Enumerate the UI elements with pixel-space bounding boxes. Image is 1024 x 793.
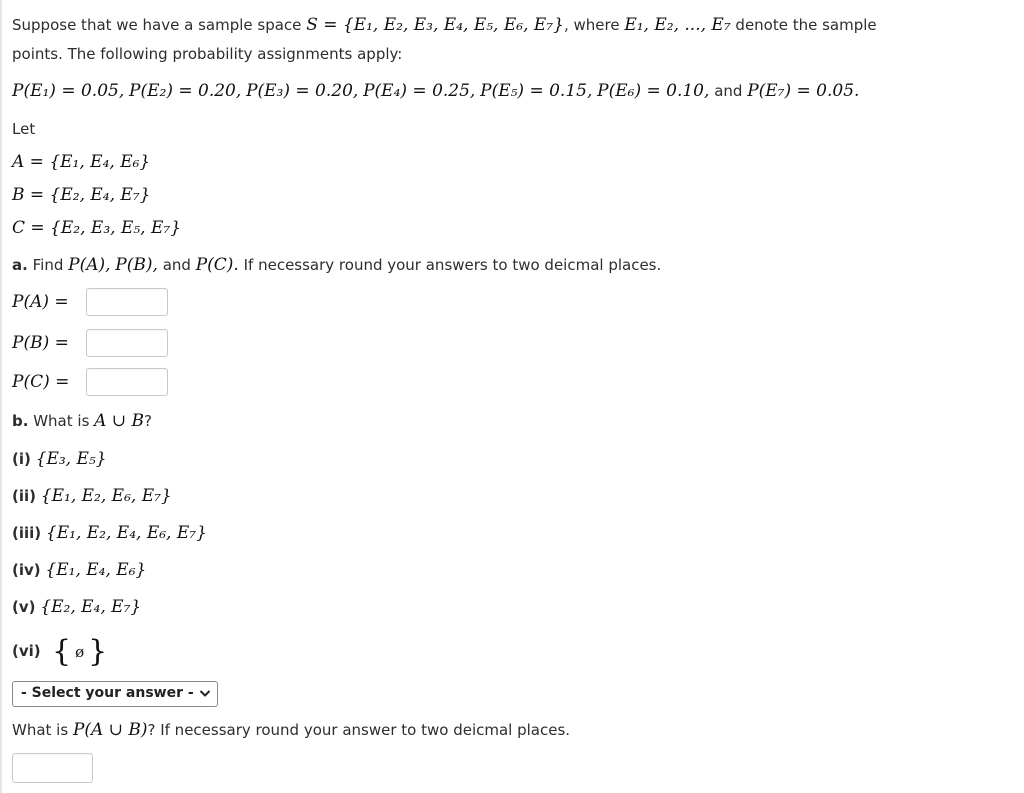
intro-prefix: Suppose that we have a sample space xyxy=(12,16,302,34)
pa-input[interactable] xyxy=(86,288,168,316)
probability-assignments xyxy=(12,81,859,101)
option-v-set: {E₂, E₄, E₇} xyxy=(40,597,142,617)
prob-e5: P(E₅) = 0.15, xyxy=(480,81,593,101)
union-prob-input[interactable] xyxy=(12,753,93,783)
prob-e6: P(E₆) = 0.10, xyxy=(597,81,710,101)
set-c: C = {E₂, E₃, E₅, E₇} xyxy=(12,218,182,238)
union-prob-math: P(A ∪ B) xyxy=(72,720,148,740)
part-a-pc: P(C). xyxy=(195,255,239,275)
chevron-down-icon xyxy=(199,689,211,698)
union-prob-what-is: What is xyxy=(12,721,69,739)
answer-select[interactable] xyxy=(12,681,218,707)
set-a: A = {E₁, E₄, E₆} xyxy=(12,152,151,172)
option-ii-label: (ii) xyxy=(12,487,36,505)
prob-e2: P(E₂) = 0.20, xyxy=(129,81,242,101)
part-a-pb: P(B), xyxy=(115,255,158,275)
prob-e7: P(E₇) = 0.05. xyxy=(747,81,860,101)
option-vi-set xyxy=(52,634,107,670)
option-iii-set: {E₁, E₂, E₄, E₆, E₇} xyxy=(45,523,207,543)
intro-line-2: points. The following probability assignments apply: xyxy=(12,45,403,63)
intro-line-1 xyxy=(12,15,877,35)
select-value: - Select your answer - xyxy=(21,685,194,701)
intro-where: , where xyxy=(563,16,620,34)
sample-points-range: E₁, E₂, ..., E₇ xyxy=(624,15,731,35)
part-a-and: and xyxy=(162,256,191,274)
part-a-question xyxy=(12,255,661,275)
option-iv-label: (iv) xyxy=(12,561,41,579)
right-brace: } xyxy=(88,634,108,669)
option-iv xyxy=(12,560,146,580)
part-a-instructions: If necessary round your answers to two deicmal places. xyxy=(243,256,662,274)
option-iii xyxy=(12,523,207,543)
part-a-find: Find xyxy=(32,256,64,274)
part-b-union: A ∪ B xyxy=(94,411,144,431)
part-a-label: a. xyxy=(12,256,28,274)
pc-label: P(C) = xyxy=(12,372,70,392)
option-v xyxy=(12,597,141,617)
pc-input[interactable] xyxy=(86,368,168,396)
left-border xyxy=(0,0,2,793)
part-b-label: b. xyxy=(12,412,29,430)
pb-input[interactable] xyxy=(86,329,168,357)
pa-label: P(A) = xyxy=(12,292,69,312)
sample-space-set: S = {E₁, E₂, E₃, E₄, E₅, E₆, E₇} xyxy=(306,15,564,35)
option-i-label: (i) xyxy=(12,450,31,468)
option-ii xyxy=(12,486,172,506)
set-b: B = {E₂, E₄, E₇} xyxy=(12,185,151,205)
option-vi xyxy=(12,642,41,660)
prob-e3: P(E₃) = 0.20, xyxy=(246,81,359,101)
option-iii-label: (iii) xyxy=(12,524,42,542)
option-i-set: {E₃, E₅} xyxy=(35,449,107,469)
left-brace: { xyxy=(52,634,72,669)
let-label: Let xyxy=(12,120,36,138)
union-prob-question xyxy=(12,720,570,740)
part-b-qmark: ? xyxy=(144,412,152,430)
part-a-pa: P(A), xyxy=(68,255,111,275)
option-v-label: (v) xyxy=(12,598,36,616)
option-i xyxy=(12,449,107,469)
pb-label: P(B) = xyxy=(12,333,69,353)
option-vi-label: (vi) xyxy=(12,642,41,660)
empty-set-symbol: ø xyxy=(75,643,85,661)
prob-and: and xyxy=(714,82,743,100)
option-ii-set: {E₁, E₂, E₆, E₇} xyxy=(40,486,172,506)
part-b-question xyxy=(12,411,152,431)
prob-e1: P(E₁) = 0.05, xyxy=(12,81,125,101)
prob-e4: P(E₄) = 0.25, xyxy=(363,81,476,101)
intro-suffix: denote the sample xyxy=(735,16,877,34)
part-b-what-is: What is xyxy=(33,412,90,430)
union-prob-instructions: ? If necessary round your answer to two deicmal places. xyxy=(147,721,571,739)
option-iv-set: {E₁, E₄, E₆} xyxy=(45,560,147,580)
